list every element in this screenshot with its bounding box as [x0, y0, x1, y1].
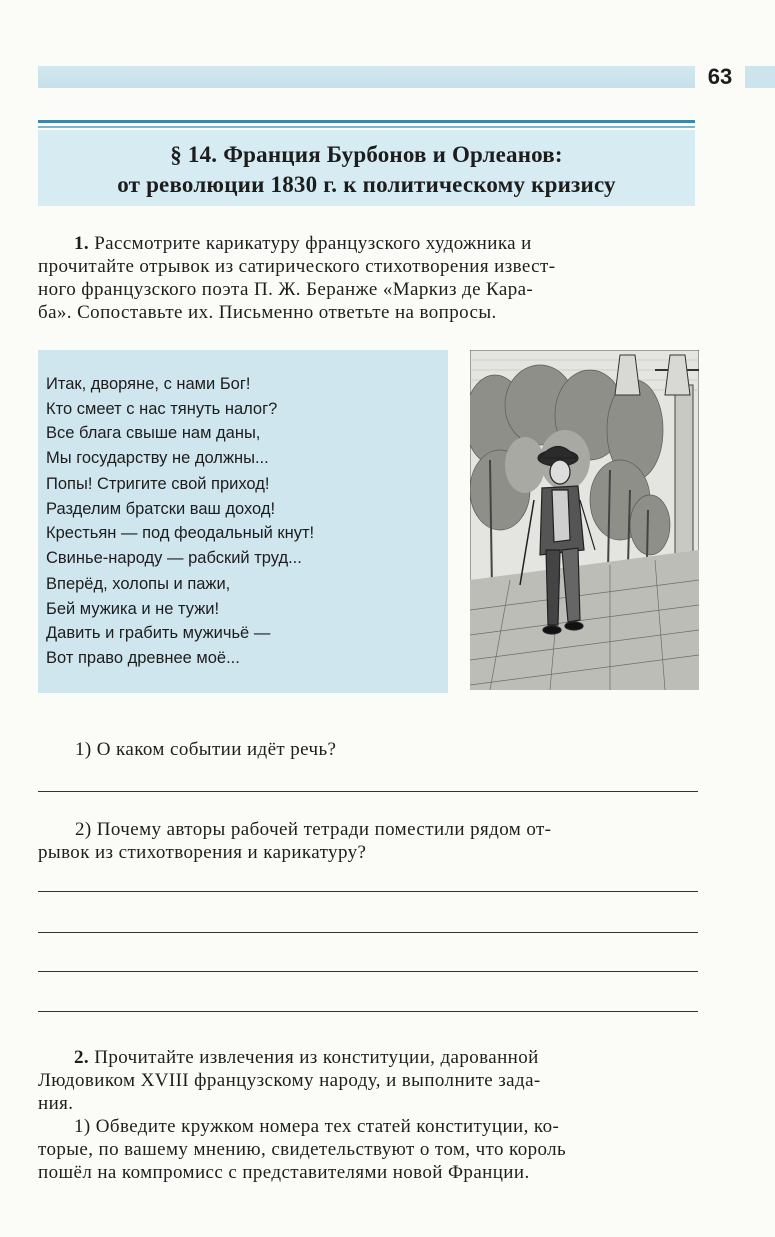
task1-line: прочитайте отрывок из сатирического стихотворения извест-	[38, 256, 556, 277]
poem-line: Вот право древнее моё...	[46, 648, 240, 667]
task1-line: ного французского поэта П. Ж. Беранже «Маркиз де Кара-	[38, 279, 534, 300]
poem-stanza	[46, 472, 426, 570]
header-band	[38, 66, 695, 88]
task1-number: 1.	[74, 233, 90, 254]
answer-line[interactable]	[38, 971, 698, 972]
poem	[46, 372, 426, 671]
question-2	[75, 818, 697, 841]
section-title	[38, 140, 695, 200]
task1-line: ба». Сопоставьте их. Письменно ответьте на вопросы.	[38, 302, 497, 323]
task2-number: 2.	[74, 1047, 90, 1068]
title-rule	[38, 120, 695, 123]
task2-text	[38, 1046, 698, 1184]
task1-text	[38, 232, 698, 324]
title-rule-thin	[38, 126, 695, 128]
section-title-line: от революции 1830 г. к политическому кризису	[117, 172, 616, 197]
poem-line: Вперёд, холопы и пажи,	[46, 575, 231, 593]
caricature-illustration	[470, 350, 699, 690]
poem-line: Крестьян — под феодальный кнут!	[46, 524, 315, 542]
task2-subline: пошёл на компромисс с представителями новой Франции.	[38, 1162, 530, 1183]
question-2-cont: рывок из стихотворения и карикатуру?	[38, 842, 367, 863]
answer-line[interactable]	[38, 932, 698, 933]
task2-line: ния.	[38, 1093, 74, 1114]
poem-line: Мы государству не должны...	[46, 448, 269, 467]
task2-line: Людовиком XVIII французскому народу, и выполните зада-	[38, 1070, 541, 1091]
task2-subline: 1) Обведите кружком номера тех статей конституции, ко-	[74, 1116, 560, 1137]
poem-line: Итак, дворяне, с нами Бог!	[46, 375, 251, 393]
answer-line[interactable]	[38, 1011, 698, 1012]
poem-line: Кто смеет с нас тянуть налог?	[46, 399, 278, 418]
poem-line: Бей мужика и не тужи!	[46, 599, 220, 618]
section-title-line: § 14. Франция Бурбонов и Орлеанов:	[170, 142, 563, 167]
poem-line: Все блага свыше нам даны,	[46, 424, 261, 442]
header-band-right	[745, 66, 775, 88]
poem-stanza	[46, 372, 426, 470]
question-1: 1) О каком событии идёт речь?	[75, 739, 337, 760]
poem-line: Разделим братски ваш доход!	[46, 499, 276, 518]
answer-line[interactable]	[38, 791, 698, 792]
poem-line: Давить и грабить мужичьё —	[46, 624, 271, 642]
poem-stanza	[46, 572, 426, 670]
answer-line[interactable]	[38, 891, 698, 892]
poem-line: Свинье-народу — рабский труд...	[46, 548, 302, 567]
task2-subline: торые, по вашему мнению, свидетельствуют о том, что король	[38, 1139, 567, 1160]
poem-line: Попы! Стригите свой приход!	[46, 475, 270, 493]
task2-line: Прочитайте извлечения из конституции, дарованной	[94, 1047, 539, 1068]
question-2-line: 2) Почему авторы рабочей тетради поместили рядом от-	[75, 819, 552, 840]
page-number: 63	[707, 64, 733, 89]
task1-line: Рассмотрите карикатуру французского художника и	[94, 233, 532, 254]
